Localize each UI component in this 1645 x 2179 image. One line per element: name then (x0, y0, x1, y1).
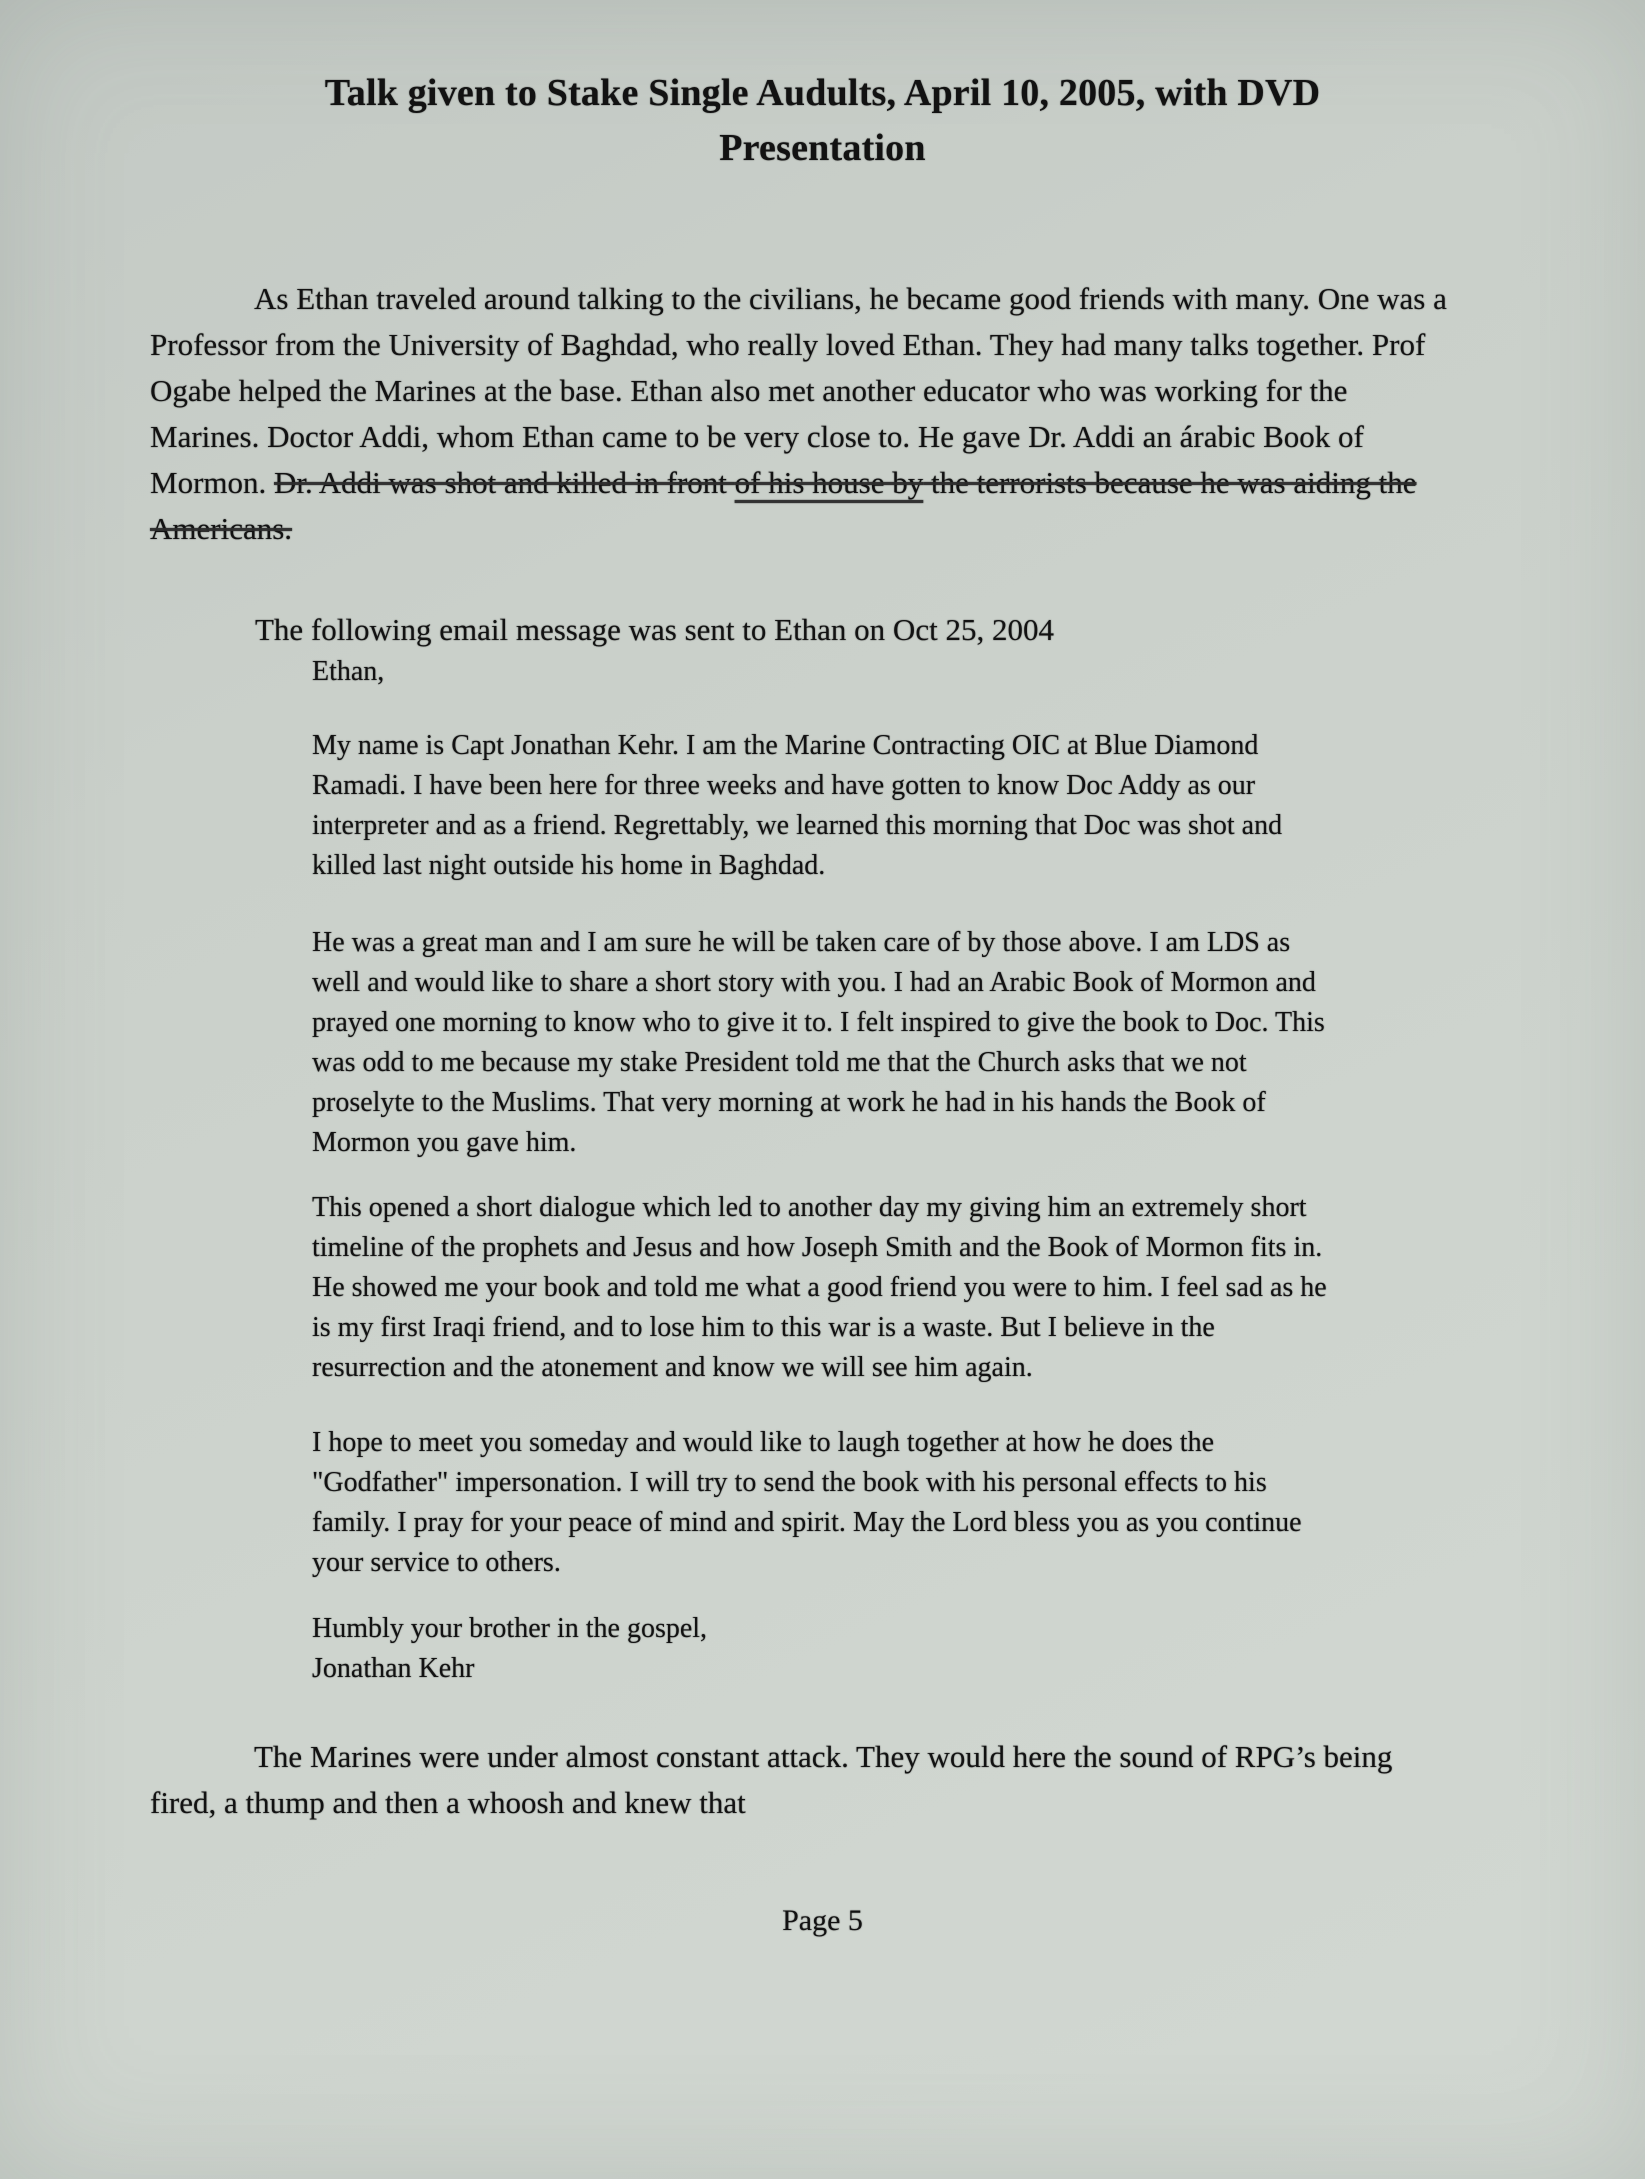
email-signature: Jonathan Kehr (312, 1653, 475, 1684)
page-title-line1: Talk given to Stake Single Audults, April 10, 2005, with DVD (324, 72, 1321, 114)
intro-paragraph (150, 276, 1450, 552)
struck-text-part2: the terrorists because he was aiding the Americans. (150, 465, 1417, 546)
page-number: Page 5 (782, 1904, 863, 1937)
email-intro-line: The following email message was sent to Ethan on Oct 25, 2004 (255, 612, 1054, 647)
email-paragraph-1: My name is Capt Jonathan Kehr. I am the Marine Contracting OIC at Blue Diamond Ramadi. I have been here for three weeks and have gotten to know Doc Addy as our interpreter and as a friend. Regrettably, we learned this morning that Doc was shot and killed last night outside his home in Baghdad. (312, 730, 1283, 881)
page-title-line2: Presentation (719, 127, 926, 169)
struck-text-part1: Dr. Addi was shot and killed in front (274, 465, 735, 500)
email-paragraph-3: This opened a short dialogue which led to another day my giving him an extremely short timeline of the prophets and Jesus and how Joseph Smith and the Book of Mormon fits in. He showed me your book and told me what a good friend you were to him. I feel sad as he is my first Iraqi friend, and to lose him to this war is a waste. But I believe in the resurrection and the atonement and know we will see him again. (312, 1192, 1327, 1383)
struck-underlined-text: of his house by (734, 465, 924, 500)
email-paragraph-4: I hope to meet you someday and would like to laugh together at how he does the "Godfather" impersonation. I will try to send the book with his personal effects to his family. I pray for your peace of mind and spirit. May the Lord bless you as you continue your service to others. (312, 1427, 1302, 1578)
closing-paragraph: The Marines were under almost constant attack. They would here the sound of RPG’s being fired, a thump and then a whoosh and knew that (150, 1739, 1393, 1820)
page-title (0, 0, 1645, 176)
email-paragraph-2: He was a great man and I am sure he will be taken care of by those above. I am LDS as well and would like to share a short story with you. I had an Arabic Book of Mormon and prayed one morning to know who to give it to. I felt inspired to give the book to Doc. This was odd to me because my stake President told me that the Church asks that we not proselyte to the Muslims. That very morning at work he had in his hands the Book of Mormon you gave him. (312, 927, 1325, 1158)
email-closing-line: Humbly your brother in the gospel, (312, 1613, 708, 1644)
intro-paragraph-text: As Ethan traveled around talking to the civilians, he became good friends with many. One was a Professor from the University of Baghdad, who really loved Ethan. They had many talks together. Prof Ogabe helped the Marines at the base. Ethan also met another educator who was working for the Marines. Doctor Addi, whom Ethan came to be very close to. He gave Dr. Addi an árabic Book of Mormon. (150, 281, 1447, 500)
email-salutation: Ethan, (312, 656, 385, 687)
